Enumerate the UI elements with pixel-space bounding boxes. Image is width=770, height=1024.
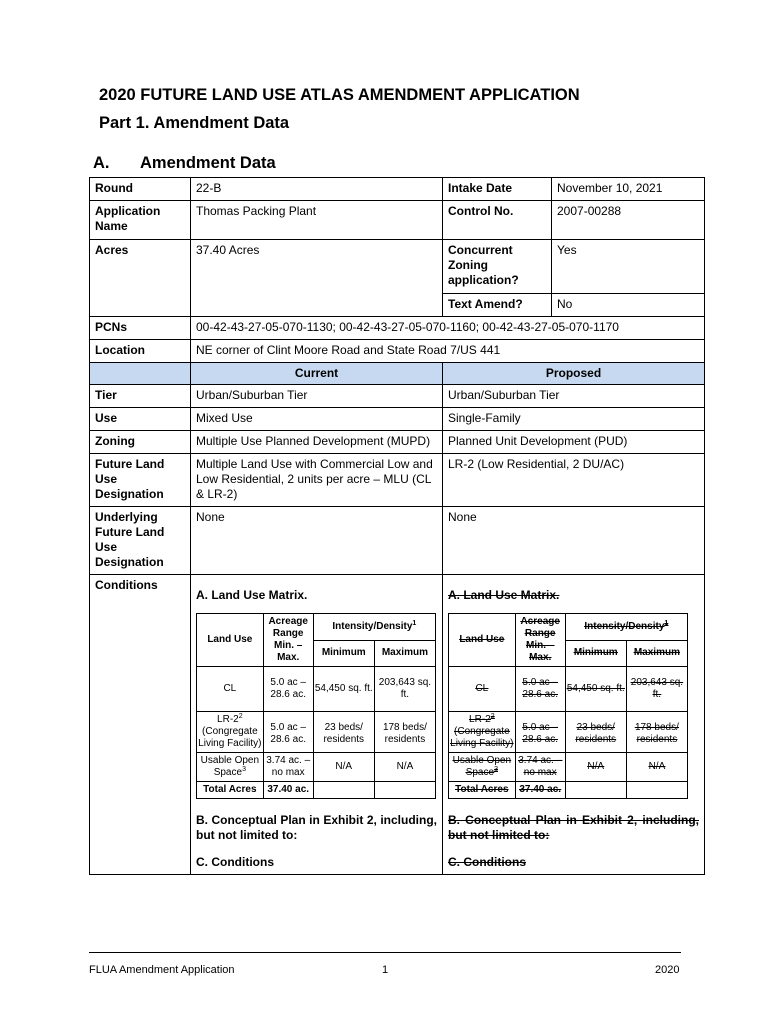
matrix-col-min-struck: Minimum (565, 640, 626, 667)
matrix-col-acreage-struck: Acreage Range Min. – Max. (515, 614, 565, 667)
matrix-header-row-struck (449, 614, 688, 641)
footer-page-number: 1 (382, 964, 389, 976)
matrix-col-land-use: Land Use (197, 614, 264, 667)
acres-label: Acres (90, 240, 191, 317)
matrix-col-max-struck: Maximum (626, 640, 687, 667)
conditions-text: C. Conditions (196, 855, 274, 869)
conditions-text-struck: C. Conditions (448, 855, 526, 869)
land-use-matrix-struck (448, 613, 688, 799)
matrix-row-open-space-struck (449, 753, 688, 782)
row-future-land-use (90, 454, 705, 507)
matrix-open-space-max-struck: N/A (626, 753, 687, 782)
underlying-proposed: None (443, 507, 705, 575)
matrix-total-label-struck: Total Acres (449, 782, 516, 799)
conceptual-plan-text-struck: B. Conceptual Plan in Exhibit 2, including, but not limited to: (448, 813, 699, 842)
intake-label: Intake Date (443, 178, 552, 201)
matrix-lr2-min: 23 beds/ residents (313, 712, 374, 753)
pcns-value: 00-42-43-27-05-070-1130; 00-42-43-27-05-070-1160; 00-42-43-27-05-070-1170 (191, 317, 705, 340)
flu-current: Multiple Land Use with Commercial Low and Low Residential, 2 units per acre – MLU (CL & LR-2) (191, 454, 443, 507)
underlying-label: Underlying Future Land Use Designation (90, 507, 191, 575)
zoning-current: Multiple Use Planned Development (MUPD) (191, 431, 443, 454)
matrix-total-min-struck (565, 782, 626, 799)
flu-proposed: LR-2 (Low Residential, 2 DU/AC) (443, 454, 705, 507)
round-value: 22-B (191, 178, 443, 201)
tier-current: Urban/Suburban Tier (191, 385, 443, 408)
matrix-cl-max: 203,643 sq. ft. (374, 667, 435, 712)
matrix-cl-use-struck: CL (449, 667, 516, 712)
row-acres (90, 240, 705, 294)
section-letter: A. (93, 154, 110, 172)
matrix-row-cl-struck (449, 667, 688, 712)
matrix-row-total (197, 782, 436, 799)
footer-document-name: FLUA Amendment Application (89, 964, 235, 976)
matrix-total-max (374, 782, 435, 799)
control-label: Control No. (443, 201, 552, 240)
matrix-row-lr2-struck (449, 712, 688, 753)
conditions-label: Conditions (90, 575, 191, 875)
app-name-label: Application Name (90, 201, 191, 240)
matrix-open-space-min-struck: N/A (565, 753, 626, 782)
matrix-cl-use: CL (197, 667, 264, 712)
matrix-total-label: Total Acres (197, 782, 264, 799)
matrix-lr2-max: 178 beds/ residents (374, 712, 435, 753)
row-application-name (90, 201, 705, 240)
matrix-col-land-use-struck: Land Use (449, 614, 516, 667)
matrix-open-space-acreage-struck: 3.74 ac. – no max (515, 753, 565, 782)
current-header: Current (191, 363, 443, 385)
zoning-proposed: Planned Unit Development (PUD) (443, 431, 705, 454)
matrix-cl-min: 54,450 sq. ft. (313, 667, 374, 712)
row-round (90, 178, 705, 201)
matrix-row-open-space (197, 753, 436, 782)
matrix-row-lr2 (197, 712, 436, 753)
text-amend-value: No (552, 294, 705, 317)
row-tier (90, 385, 705, 408)
section-heading (93, 154, 276, 173)
matrix-lr2-use-struck: $LR-2^2$ (Congregate Living Facility) (449, 712, 516, 753)
document-subtitle: Part 1. Amendment Data (99, 114, 290, 132)
text-amend-label: Text Amend? (443, 294, 552, 317)
location-value: NE corner of Clint Moore Road and State Road 7/US 441 (191, 340, 705, 363)
matrix-title-struck: A. Land Use Matrix. (448, 588, 560, 602)
land-use-matrix (196, 613, 436, 799)
concurrent-label: Concurrent Zoning application? (443, 240, 552, 294)
amendment-data-table (89, 177, 705, 875)
use-current: Mixed Use (191, 408, 443, 431)
control-value: 2007-00288 (552, 201, 705, 240)
matrix-col-intensity-struck: Intensity/Density$^1$ (565, 614, 687, 641)
tier-proposed: Urban/Suburban Tier (443, 385, 705, 408)
matrix-lr2-acreage: 5.0 ac – 28.6 ac. (263, 712, 313, 753)
row-underlying (90, 507, 705, 575)
matrix-title: A. Land Use Matrix. (196, 588, 308, 602)
row-location (90, 340, 705, 363)
matrix-open-space-use: Usable Open Space$^3$ (197, 753, 264, 782)
matrix-row-cl (197, 667, 436, 712)
row-pcns (90, 317, 705, 340)
app-name-value: Thomas Packing Plant (191, 201, 443, 240)
zoning-label: Zoning (90, 431, 191, 454)
flu-label: Future Land Use Designation (90, 454, 191, 507)
use-proposed: Single-Family (443, 408, 705, 431)
matrix-lr2-acreage-struck: 5.0 ac – 28.6 ac. (515, 712, 565, 753)
matrix-cl-max-struck: 203,643 sq. ft. (626, 667, 687, 712)
matrix-total-max-struck (626, 782, 687, 799)
matrix-cl-acreage: 5.0 ac – 28.6 ac. (263, 667, 313, 712)
matrix-lr2-min-struck: 23 beds/ residents (565, 712, 626, 753)
matrix-open-space-max: N/A (374, 753, 435, 782)
row-use (90, 408, 705, 431)
matrix-total-value: 37.40 ac. (263, 782, 313, 799)
header-blank (90, 363, 191, 385)
intake-value: November 10, 2021 (552, 178, 705, 201)
matrix-lr2-use: $LR-2^2$ (Congregate Living Facility) (197, 712, 264, 753)
matrix-row-total-struck (449, 782, 688, 799)
footer-year: 2020 (655, 964, 680, 976)
pcns-label: PCNs (90, 317, 191, 340)
matrix-col-max: Maximum (374, 640, 435, 667)
matrix-header-row (197, 614, 436, 641)
matrix-open-space-use-struck: Usable Open Space$^3$ (449, 753, 516, 782)
matrix-col-acreage: Acreage Range Min. – Max. (263, 614, 313, 667)
matrix-cl-acreage-struck: 5.0 ac – 28.6 ac. (515, 667, 565, 712)
row-zoning (90, 431, 705, 454)
matrix-open-space-min: N/A (313, 753, 374, 782)
document-title: 2020 FUTURE LAND USE ATLAS AMENDMENT APPLICATION (99, 86, 580, 104)
conditions-current (191, 575, 443, 875)
matrix-total-value-struck: 37.40 ac. (515, 782, 565, 799)
section-title: Amendment Data (140, 154, 276, 172)
conditions-proposed (443, 575, 705, 875)
concurrent-value: Yes (552, 240, 705, 294)
use-label: Use (90, 408, 191, 431)
matrix-cl-min-struck: 54,450 sq. ft. (565, 667, 626, 712)
matrix-col-min: Minimum (313, 640, 374, 667)
location-label: Location (90, 340, 191, 363)
matrix-total-min (313, 782, 374, 799)
matrix-col-intensity: Intensity/Density$^1$ (313, 614, 435, 641)
conceptual-plan-text: B. Conceptual Plan in Exhibit 2, including, but not limited to: (196, 813, 437, 842)
row-conditions (90, 575, 705, 875)
matrix-open-space-acreage: 3.74 ac. – no max (263, 753, 313, 782)
underlying-current: None (191, 507, 443, 575)
round-label: Round (90, 178, 191, 201)
proposed-header: Proposed (443, 363, 705, 385)
footer-divider (89, 952, 681, 953)
acres-value: 37.40 Acres (191, 240, 443, 317)
tier-label: Tier (90, 385, 191, 408)
matrix-lr2-max-struck: 178 beds/ residents (626, 712, 687, 753)
row-comparison-header (90, 363, 705, 385)
